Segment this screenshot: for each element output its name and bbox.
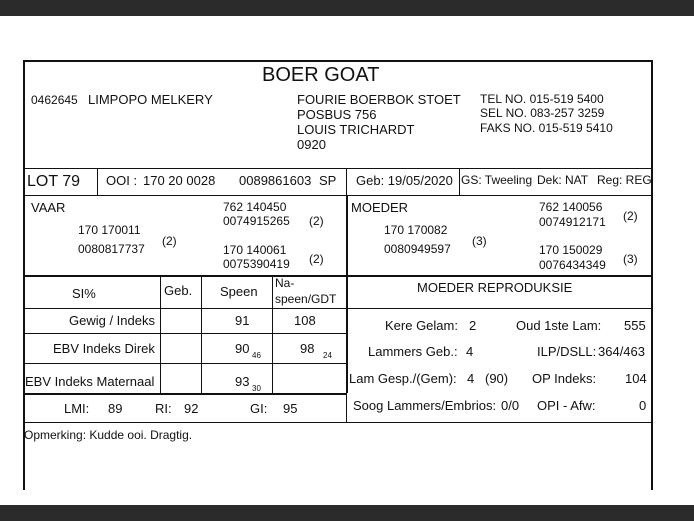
- rule-lot-sep: [97, 168, 98, 195]
- row-direk-speen: 90: [235, 341, 250, 356]
- lmi-value: 89: [108, 401, 123, 416]
- lammers-geb-label: Lammers Geb.:: [368, 344, 458, 359]
- soog-value: 0/0: [501, 398, 520, 413]
- reg-status: Reg: REG: [597, 173, 652, 187]
- ilp-value: 364/463: [598, 344, 645, 359]
- faks-number: FAKS NO. 015-519 5410: [480, 121, 613, 135]
- row-maternaal-speen-sub: 30: [252, 384, 261, 393]
- rule-indices-bottom: [23, 422, 653, 423]
- speen-header: Speen: [220, 284, 258, 299]
- rule-pedigree-bottom: [23, 275, 653, 277]
- rule-repro-title-bottom: [346, 308, 653, 309]
- moeder-label: MOEDER: [351, 200, 409, 215]
- vaar-number: 170 170011: [78, 223, 141, 237]
- rule-si-col1: [160, 275, 161, 393]
- vaar-dam-id: 0075390419: [223, 257, 290, 271]
- repro-title: MOEDER REPRODUKSIE: [417, 280, 573, 295]
- bottom-border-bar: [0, 505, 694, 521]
- lammers-geb-value: 4: [466, 344, 474, 359]
- ooi-sp: SP: [319, 173, 337, 188]
- top-border-bar: [0, 0, 694, 16]
- owner-name: LIMPOPO MELKERY: [88, 92, 213, 107]
- vaar-dam-number: 170 140061: [223, 243, 287, 257]
- lot-number: LOT 79: [27, 173, 81, 190]
- opi-afw-label: OPI - Afw:: [537, 398, 596, 413]
- oud-lam-label: Oud 1ste Lam:: [516, 318, 602, 333]
- vaar-sire-id: 0074915265: [223, 214, 290, 228]
- ri-label: RI:: [155, 401, 172, 416]
- moeder-sire-count: (2): [623, 209, 638, 223]
- stud-address-2: LOUIS TRICHARDT: [297, 122, 415, 137]
- vaar-sire-count: (2): [309, 214, 324, 228]
- lam-gesp-gem: (90): [485, 371, 509, 386]
- rule-si-col3: [272, 275, 273, 393]
- row-gewig-naspeen: 108: [294, 313, 316, 328]
- moeder-dam-count: (3): [623, 252, 638, 266]
- geb-header: Geb.: [164, 283, 193, 298]
- vaar-id: 0080817737: [78, 242, 145, 256]
- opi-afw-value: 0: [639, 398, 647, 413]
- rule-animal-bottom: [23, 195, 653, 196]
- rule-ooi-sep: [346, 168, 347, 195]
- moeder-number: 170 170082: [384, 223, 448, 237]
- soog-label: Soog Lammers/Embrios:: [353, 398, 497, 413]
- op-indeks-value: 104: [625, 371, 647, 386]
- oud-lam-value: 555: [624, 318, 646, 333]
- ooi-number: 170 20 0028: [143, 173, 216, 188]
- rule-indices-sep: [346, 393, 347, 422]
- vaar-sire-number: 762 140450: [223, 200, 287, 214]
- remark-text: Opmerking: Kudde ooi. Dragtig.: [24, 428, 193, 442]
- row-direk-speen-sub: 46: [252, 351, 261, 360]
- moeder-dam-number: 170 150029: [539, 243, 603, 257]
- stud-name: FOURIE BOERBOK STOET: [297, 92, 461, 107]
- lam-gesp-label: Lam Gesp./(Gem):: [349, 371, 457, 386]
- moeder-count: (3): [472, 234, 487, 248]
- gs-status: GS: Tweeling: [461, 173, 533, 187]
- lam-gesp-value: 4: [467, 371, 475, 386]
- row-direk-label: EBV Indeks Direk: [53, 341, 155, 356]
- rule-si-row3: [23, 393, 346, 395]
- rule-header-bottom: [23, 168, 653, 169]
- page-title: BOER GOAT: [262, 64, 380, 86]
- op-indeks-label: OP Indeks:: [532, 371, 597, 386]
- stud-address-3: 0920: [297, 137, 326, 152]
- rule-si-header-bottom: [23, 308, 346, 309]
- kere-gelam-value: 2: [469, 318, 477, 333]
- naspeen-header-line1: Na-: [275, 276, 295, 290]
- rule-geb-sep: [459, 168, 460, 195]
- row-maternaal-speen: 93: [235, 374, 250, 389]
- sel-number: SEL NO. 083-257 3259: [480, 106, 605, 120]
- rule-center-sep: [346, 195, 348, 393]
- kere-gelam-label: Kere Gelam:: [385, 318, 458, 333]
- row-direk-naspeen-sub: 24: [323, 351, 332, 360]
- rule-si-row2: [23, 363, 346, 364]
- gi-value: 95: [283, 401, 298, 416]
- row-maternaal-label: EBV Indeks Maternaal: [25, 374, 155, 389]
- rule-si-col2: [201, 275, 202, 393]
- naspeen-header-line2: speen/GDT: [275, 292, 337, 306]
- row-gewig-label: Gewig / Indeks: [69, 313, 155, 328]
- lmi-label: LMI:: [64, 401, 90, 416]
- tel-number: TEL NO. 015-519 5400: [480, 92, 604, 106]
- stud-address-1: POSBUS 756: [297, 107, 377, 122]
- vaar-count: (2): [162, 234, 177, 248]
- birth-date: Geb: 19/05/2020: [356, 173, 453, 188]
- moeder-id: 0080949597: [384, 242, 451, 256]
- ilp-label: ILP/DSLL:: [537, 344, 597, 359]
- moeder-sire-id: 0074912171: [539, 215, 606, 229]
- ooi-label: OOI :: [106, 173, 138, 188]
- dek-status: Dek: NAT: [537, 173, 589, 187]
- ooi-id: 0089861603: [239, 173, 312, 188]
- vaar-label: VAAR: [31, 200, 66, 215]
- ri-value: 92: [184, 401, 199, 416]
- rule-si-row1: [23, 333, 346, 334]
- vaar-dam-count: (2): [309, 252, 324, 266]
- owner-id: 0462645: [31, 93, 78, 107]
- row-gewig-speen: 91: [235, 313, 250, 328]
- moeder-sire-number: 762 140056: [539, 200, 603, 214]
- moeder-dam-id: 0076434349: [539, 258, 606, 272]
- si-header: SI%: [72, 286, 96, 301]
- row-direk-naspeen: 98: [300, 341, 315, 356]
- gi-label: GI:: [250, 401, 268, 416]
